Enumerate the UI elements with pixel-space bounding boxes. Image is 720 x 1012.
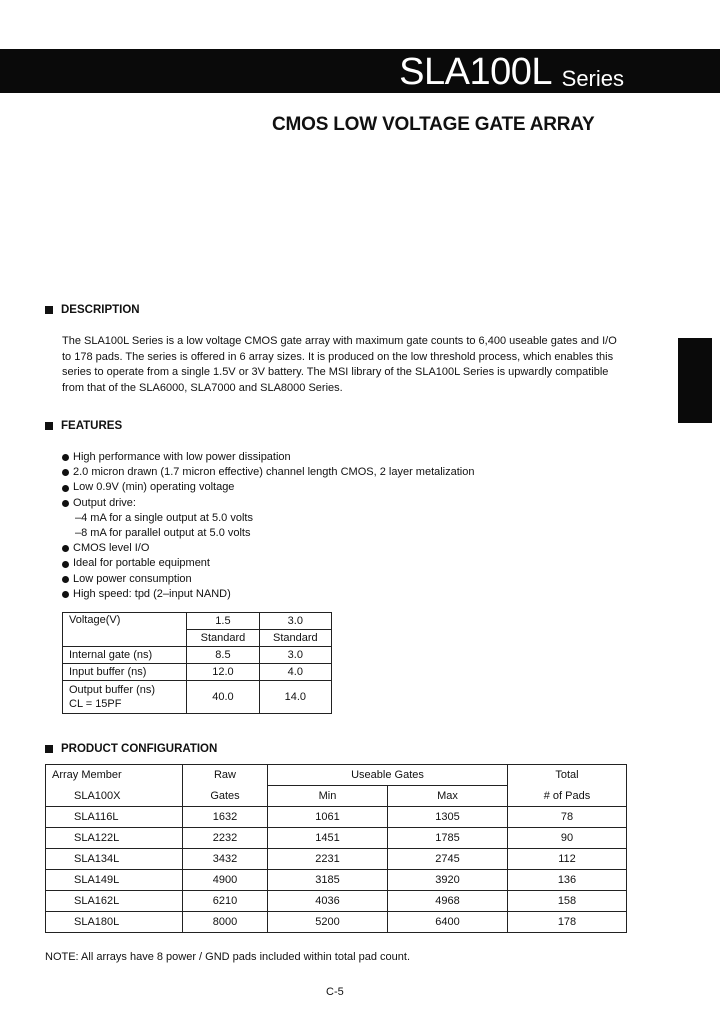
feature-item: Low 0.9V (min) operating voltage: [62, 480, 474, 495]
table-row: [46, 891, 627, 912]
cell-member: SLA122L: [46, 828, 183, 849]
table-row: [63, 681, 332, 714]
document-title: CMOS LOW VOLTAGE GATE ARRAY: [272, 114, 595, 135]
header-useable: Useable Gates: [268, 765, 508, 786]
header-min: Min: [268, 786, 388, 807]
feature-item: 2.0 micron drawn (1.7 micron effective) channel length CMOS, 2 layer metalization: [62, 465, 474, 480]
product-config-table: [45, 764, 627, 933]
header-max: Max: [387, 786, 507, 807]
cell-max: 6400: [387, 912, 507, 933]
feature-item: Output drive:: [62, 496, 474, 511]
header-3v0: 3.0: [259, 613, 331, 630]
cell-max: 1305: [387, 807, 507, 828]
cell-pads: 90: [508, 828, 627, 849]
cell-pads: 178: [508, 912, 627, 933]
cell-value: 12.0: [187, 664, 259, 681]
features-heading: [45, 420, 122, 432]
speed-table: [62, 612, 332, 714]
header-member-2: SLA100X: [46, 786, 183, 807]
cell-member: SLA149L: [46, 870, 183, 891]
cell-pads: 112: [508, 849, 627, 870]
cell-min: 2231: [268, 849, 388, 870]
header-standard: Standard: [259, 630, 331, 647]
feature-subitem: –8 mA for parallel output at 5.0 volts: [75, 527, 251, 540]
table-row: [46, 765, 627, 786]
table-row: [46, 870, 627, 891]
row-label: Output buffer (ns) CL = 15PF: [63, 681, 187, 714]
bullet-icon: [62, 454, 69, 461]
cell-pads: 136: [508, 870, 627, 891]
feature-item: Ideal for portable equipment: [62, 556, 474, 571]
side-index-tab: [678, 338, 712, 423]
table-row: [46, 828, 627, 849]
cell-member: SLA116L: [46, 807, 183, 828]
cell-member: SLA134L: [46, 849, 183, 870]
cell-max: 3920: [387, 870, 507, 891]
bullet-icon: [62, 545, 69, 552]
header-voltage: Voltage(V): [63, 613, 187, 647]
row-label: Internal gate (ns): [63, 647, 187, 664]
header-raw: Raw: [183, 765, 268, 786]
cell-min: 5200: [268, 912, 388, 933]
header-standard: Standard: [187, 630, 259, 647]
features-list: [62, 450, 474, 602]
description-heading-label: DESCRIPTION: [61, 304, 140, 316]
table-row: [63, 647, 332, 664]
cell-raw: 2232: [183, 828, 268, 849]
cell-value: 14.0: [259, 681, 331, 714]
config-heading: [45, 743, 217, 755]
row-label: Input buffer (ns): [63, 664, 187, 681]
description-text: The SLA100L Series is a low voltage CMOS gate array with maximum gate counts to 6,400 useable gates and I/O to 178 pads. The series is offered in 6 array sizes. It is produced on the low threshold process, which enables this series to operate from a single 1.5V or 3V battery. The MSI library of the SLA100L Series is upwardly compatible from that of the SLA6000, SLA7000 and SLA8000 Series.: [62, 335, 617, 394]
cell-min: 3185: [268, 870, 388, 891]
table-row: [46, 849, 627, 870]
description-heading: [45, 304, 140, 316]
square-bullet-icon: [45, 306, 53, 314]
cell-member: SLA162L: [46, 891, 183, 912]
feature-subitem: –4 mA for a single output at 5.0 volts: [75, 511, 253, 524]
series-suffix: Series: [561, 66, 624, 91]
cell-pads: 158: [508, 891, 627, 912]
config-note: NOTE: All arrays have 8 power / GND pads included within total pad count.: [45, 951, 411, 963]
header-member: Array Member: [46, 765, 183, 786]
series-title: SLA100L: [399, 51, 552, 93]
features-heading-label: FEATURES: [61, 420, 123, 432]
config-heading-label: PRODUCT CONFIGURATION: [61, 743, 218, 755]
table-row: [46, 807, 627, 828]
header-total: Total: [508, 765, 627, 786]
square-bullet-icon: [45, 422, 53, 430]
cell-min: 4036: [268, 891, 388, 912]
bullet-icon: [62, 561, 69, 568]
square-bullet-icon: [45, 745, 53, 753]
bullet-icon: [62, 591, 69, 598]
cell-raw: 8000: [183, 912, 268, 933]
cell-raw: 4900: [183, 870, 268, 891]
table-row: [46, 786, 627, 807]
cell-value: 8.5: [187, 647, 259, 664]
header-bar: [0, 49, 720, 93]
cell-member: SLA180L: [46, 912, 183, 933]
cell-max: 4968: [387, 891, 507, 912]
cell-raw: 3432: [183, 849, 268, 870]
feature-item: Low power consumption: [62, 572, 474, 587]
cell-min: 1451: [268, 828, 388, 849]
table-row: [63, 664, 332, 681]
cell-value: 40.0: [187, 681, 259, 714]
cell-raw: 1632: [183, 807, 268, 828]
feature-item: High speed: tpd (2–input NAND): [62, 587, 474, 602]
table-row: [46, 912, 627, 933]
table-row: [63, 613, 332, 630]
cell-pads: 78: [508, 807, 627, 828]
feature-item: High performance with low power dissipation: [62, 450, 474, 465]
cell-raw: 6210: [183, 891, 268, 912]
bullet-icon: [62, 485, 69, 492]
cell-value: 3.0: [259, 647, 331, 664]
bullet-icon: [62, 500, 69, 507]
cell-max: 2745: [387, 849, 507, 870]
bullet-icon: [62, 576, 69, 583]
cell-max: 1785: [387, 828, 507, 849]
feature-item: CMOS level I/O: [62, 541, 474, 556]
header-1v5: 1.5: [187, 613, 259, 630]
header-total-2: # of Pads: [508, 786, 627, 807]
page-number: C-5: [326, 986, 344, 998]
cell-value: 4.0: [259, 664, 331, 681]
bullet-icon: [62, 469, 69, 476]
header-raw-2: Gates: [183, 786, 268, 807]
cell-min: 1061: [268, 807, 388, 828]
